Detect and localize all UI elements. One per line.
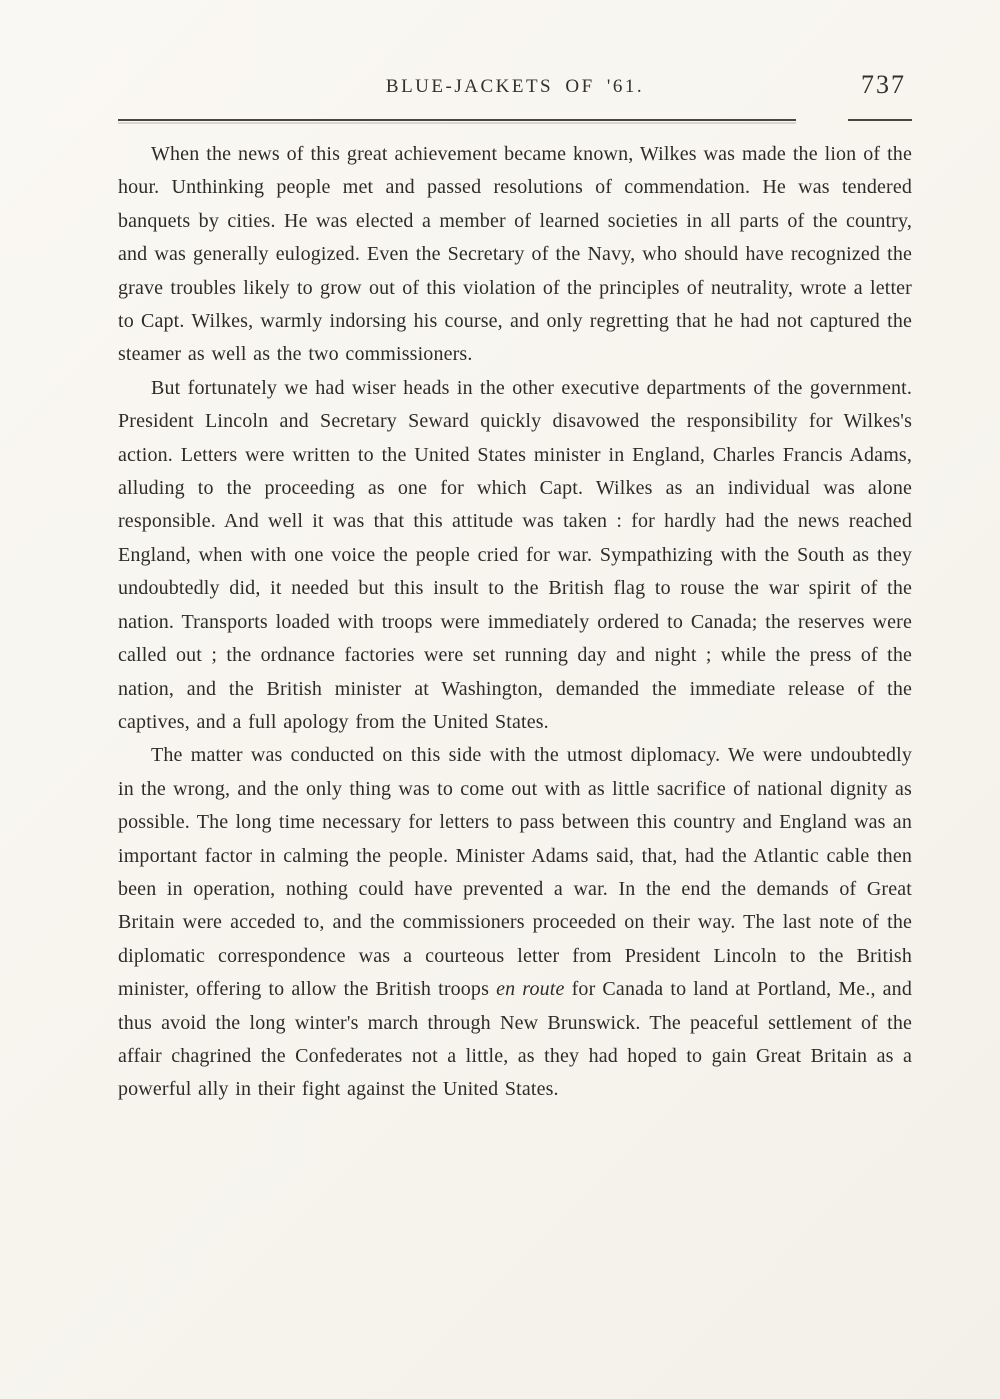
page-body [118,138,912,1107]
header-rule-short [848,119,912,121]
text-run: The matter was conducted on this side with the utmost diplomacy. We were undoubtedly in the wrong, and the only thing was to come out with as little sacrifice of national dignity as possible. The long time necessary for letters to pass between this country and England was an important factor in calming the people. Minister Adams said, that, had the Atlantic cable then been in operation, nothing could have prevented a war. In the end the demands of Great Britain were acceded to, and the commissioners proceeded on their way. The last note of the diplomatic correspondence was a courteous letter from President Lincoln to the British minister, offering to allow the British troops [118,744,912,1001]
header-rule [118,118,912,122]
paragraph [118,739,912,1106]
italic-text-run: en route [496,978,565,1001]
text-run: for Canada to land at Portland, Me., and thus avoid the long winter's march through New Brunswick. The peaceful settlement of the affair chagrined the Confederates not a little, as they had hoped to gain Great Britain as a powerful ally in their fight against the United States. [118,978,912,1101]
text-run: But fortunately we had wiser heads in the other executive departments of the government. President Lincoln and Secretary Seward quickly disavowed the responsibility for Wilkes's action. Letters were written to the United States minister in England, Charles Francis Adams, alluding to the proceeding as one for which Capt. Wilkes as an individual was alone responsible. And well it was that this attitude was taken : for hardly had the news reached England, when with one voice the people cried for war. Sympathizing with the South as they undoubtedly did, it needed but this insult to the British flag to rouse the war spirit of the nation. Transports loaded with troops were immediately ordered to Canada; the reserves were called out ; the ordnance factories were set running day and night ; while the press of the nation, and the British minister at Washington, demanded the immediate release of the captives, and a full apology from the United States. [118,376,912,733]
header-rule-long [118,119,796,121]
page-number: 737 [861,70,906,99]
running-title: BLUE-JACKETS OF '61. [385,76,645,97]
page-header [118,70,912,106]
text-run: When the news of this great achievement became known, Wilkes was made the lion of the hour. Unthinking people met and passed resolutions of commendation. He was tendered banquets by cities. He was elected a member of learned societies in all parts of the country, and was generally eulogized. Even the Secretary of the Navy, who should have recognized the grave troubles likely to grow out of this violation of the principles of neutrality, wrote a letter to Capt. Wilkes, warmly indorsing his course, and only regretting that he had not captured the steamer as well as the two commissioners. [118,143,912,366]
paragraph [118,138,912,372]
paragraph [118,372,912,739]
